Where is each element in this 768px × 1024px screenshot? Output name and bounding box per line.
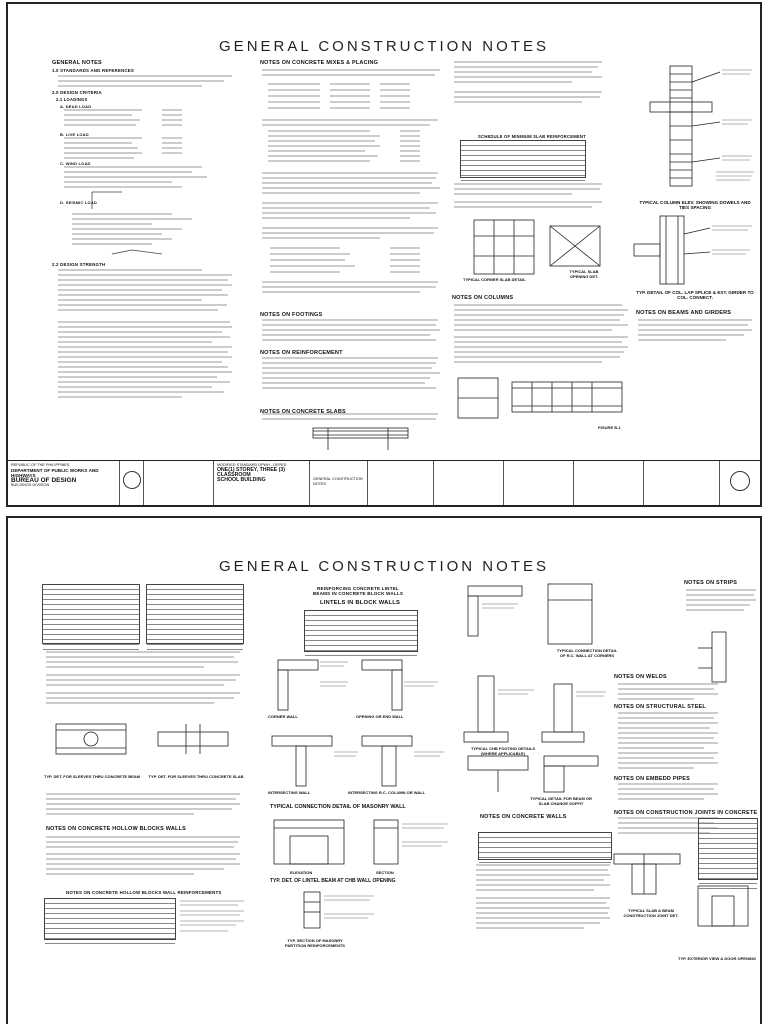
caption-slab-beam-joint: TYPICAL SLAB & BEAM CONSTRUCTION JOINT DET. <box>623 908 679 918</box>
caption-corner-slab: TYPICAL CORNER SLAB DETAIL <box>463 277 526 282</box>
strips-table <box>698 818 758 880</box>
tb-seal <box>120 461 144 505</box>
tb-signature-1 <box>368 461 434 505</box>
tb-blank <box>144 461 214 505</box>
reinforcement-heading: NOTES ON REINFORCEMENT <box>260 350 343 356</box>
beams-heading: NOTES ON BEAMS AND GIRDERS <box>636 310 732 316</box>
tb-agency-line4: BUILDINGS DIVISION <box>11 483 50 487</box>
columns-heading: NOTES ON COLUMNS <box>452 295 514 301</box>
strips-detail <box>688 628 758 688</box>
chb-table-notes <box>178 898 248 938</box>
sleeves-details <box>52 714 242 774</box>
tb-sheet-contents-text: GENERAL CONSTRUCTION NOTES <box>313 477 363 486</box>
rc-wall-footing-details <box>458 580 608 808</box>
caption-opening-wall: OPENING OR END WALL <box>356 714 404 719</box>
gn-item-live-load: B. LIVE LOAD <box>60 132 89 137</box>
general-notes-text-lines <box>52 74 242 404</box>
sleeve-notes-text-lines <box>44 790 244 824</box>
caption-rc-wall-corners: TYPICAL CONNECTION DETAIL OF R.C. WALL AT CORNERS <box>556 648 618 658</box>
lintel-heading: REINFORCING CONCRETE LINTEL BEAMS IN CONCRETE BLOCK WALLS <box>312 586 404 596</box>
tb-signature-3 <box>504 461 574 505</box>
title-block-1 <box>8 460 760 505</box>
lap-splice-table-b <box>146 584 244 644</box>
joints-heading: NOTES ON CONSTRUCTION JOINTS IN CONCRETE <box>614 810 758 816</box>
drawing-sheet-2 <box>6 516 762 1024</box>
tb-agency-line3: BUREAU OF DESIGN <box>11 477 77 484</box>
caption-section: SECTION <box>376 870 394 875</box>
general-notes-heading: GENERAL NOTES <box>52 60 102 66</box>
caption-exterior-door: TYP. EXTERIOR VIEW & DOOR OPENING <box>678 956 756 961</box>
gn-item-seismic-load: D. SEISMIC LOAD <box>60 200 98 205</box>
lap-splice-detail <box>630 214 756 288</box>
drawing-sheet-1 <box>6 2 762 507</box>
lintel-subheading: LINTELS IN BLOCK WALLS <box>320 600 401 606</box>
welds-heading: NOTES ON WELDS <box>614 674 667 680</box>
caption-corner-wall: CORNER WALL <box>268 714 298 719</box>
tb-signature-5 <box>644 461 720 505</box>
sheet2-title: GENERAL CONSTRUCTION NOTES <box>219 558 549 575</box>
beams-text-lines <box>636 317 756 347</box>
sheet1-title: GENERAL CONSTRUCTION NOTES <box>219 38 549 55</box>
caption-column-elevation: TYPICAL COLUMN ELEV. SHOWING DOWELS AND TIES SPACING <box>639 200 751 210</box>
pipes-heading: NOTES ON EMBEDD PIPES <box>614 776 691 782</box>
mixes-text-lines <box>260 68 442 424</box>
chb-text-lines <box>44 834 244 890</box>
tb-agency-line2: DEPARTMENT OF PUBLIC WORKS AND HIGHWAYS <box>11 468 99 478</box>
tb-agency-line1: REPUBLIC OF THE PHILIPPINES <box>11 463 70 467</box>
caption-beam-soffit: TYPICAL DETAIL FOR BEAM OR SLAB CHANGE SOFFIT <box>530 796 592 806</box>
exterior-view-detail <box>688 882 758 932</box>
caption-sleeves-beam: TYP. DET. FOR SLEEVES THRU CONCRETE BEAM <box>44 774 140 779</box>
slabs-heading: NOTES ON CONCRETE SLABS <box>260 409 346 415</box>
corner-slab-detail <box>454 216 634 296</box>
walls-text-lines <box>474 862 614 942</box>
masonry-partition-detail <box>274 890 384 936</box>
chb-table-heading: NOTES ON CONCRETE HOLLOW BLOCKS WALL REINFORCEMENTS <box>66 890 222 895</box>
caption-slab-opening: TYPICAL SLAB OPENING DET. <box>569 269 599 279</box>
footings-heading: NOTES ON FOOTINGS <box>260 312 323 318</box>
caption-elevation: ELEVATION <box>290 870 313 875</box>
lap-splice-table-a <box>42 584 140 644</box>
tb-sheet-contents <box>310 461 368 505</box>
slab-beam-joint-detail <box>608 848 688 908</box>
tb-agency <box>8 461 120 505</box>
gn-item-wind-load: C. WIND LOAD <box>60 161 91 166</box>
tb-project <box>214 461 310 505</box>
caption-masonry-connection: TYPICAL CONNECTION DETAIL OF MASONRY WALL <box>270 804 406 810</box>
caption-intersecting-wall: INTERSECTING WALL <box>268 790 311 795</box>
gn-item-dead-load: A. DEAD LOAD <box>60 104 92 109</box>
strips-text-lines <box>684 586 760 626</box>
slab-schedule-heading: SCHEDULE OF MINIMUM SLAB REINFORCEMENT <box>478 134 586 139</box>
tb-sheet-number <box>720 461 760 505</box>
tb-signature-2 <box>434 461 504 505</box>
slab-section-sketch <box>308 418 418 456</box>
strips-heading: NOTES ON STRIPS <box>684 580 738 586</box>
slab-schedule-table <box>460 140 586 178</box>
steel-heading: NOTES ON STRUCTURAL STEEL <box>614 704 706 710</box>
tb-project-line3: SCHOOL BUILDING <box>217 477 266 483</box>
gn-item-design-strength: 2.2 DESIGN STRENGTH <box>52 262 106 267</box>
caption-lap-splice: TYP. DETAIL OF COL. LAP SPLICE & EXT. GIRDER TO COL. CONNECT. <box>636 290 754 300</box>
slab-notes-text-lines <box>452 60 612 140</box>
sheet-number-circle-icon <box>730 471 750 491</box>
gn-item-standards: 1.0 STANDARDS AND REFERENCES <box>52 68 134 73</box>
caption-sleeves-slab: TYP. DET. FOR SLEEVES THRU CONCRETE SLAB <box>148 774 244 779</box>
lintel-opening-details <box>264 814 454 872</box>
chb-reinforcement-table <box>44 898 176 940</box>
dpwh-seal-icon <box>123 471 141 489</box>
caption-chb-footing: TYPICAL CHB FOOTING DETAILS (WHERE APPLICABLE) <box>470 746 536 756</box>
walls-heading: NOTES ON CONCRETE WALLS <box>480 814 567 820</box>
table-notes-text-lines <box>44 648 244 714</box>
tb-project-line2: ONE(1) STOREY, THREE (3) CLASSROOM <box>217 467 285 478</box>
columns-text-lines <box>452 302 632 374</box>
caption-lintel-beam: TYP. DET. OF LINTEL BEAM AT CHB WALL OPENING <box>270 878 396 884</box>
gn-item-loadings: 2.1 LOADINGS <box>56 97 88 102</box>
tb-project-line1: MODIFIED STANDARD DPWH - DEPED <box>217 463 287 467</box>
chb-heading: NOTES ON CONCRETE HOLLOW BLOCKS WALLS <box>46 826 187 832</box>
mixes-heading: NOTES ON CONCRETE MIXES & PLACING <box>260 60 379 66</box>
walls-table <box>478 832 612 860</box>
slab-notes-text-lines-2 <box>452 180 612 220</box>
gn-item-design-criteria: 2.0 DESIGN CRITERIA <box>52 90 102 95</box>
lintel-table <box>304 610 418 652</box>
tb-signature-4 <box>574 461 644 505</box>
caption-intersecting-col: INTERSECTING R.C. COLUMN OR WALL <box>348 790 426 795</box>
sheet-separator <box>0 507 768 516</box>
column-elevation-detail <box>630 62 756 202</box>
caption-masonry-partition: TYP. SECTION OF MASONRY PARTITION REINFORCEMENTS <box>285 938 345 948</box>
caption-figure-b1: FIGURE B-1 <box>598 425 621 430</box>
